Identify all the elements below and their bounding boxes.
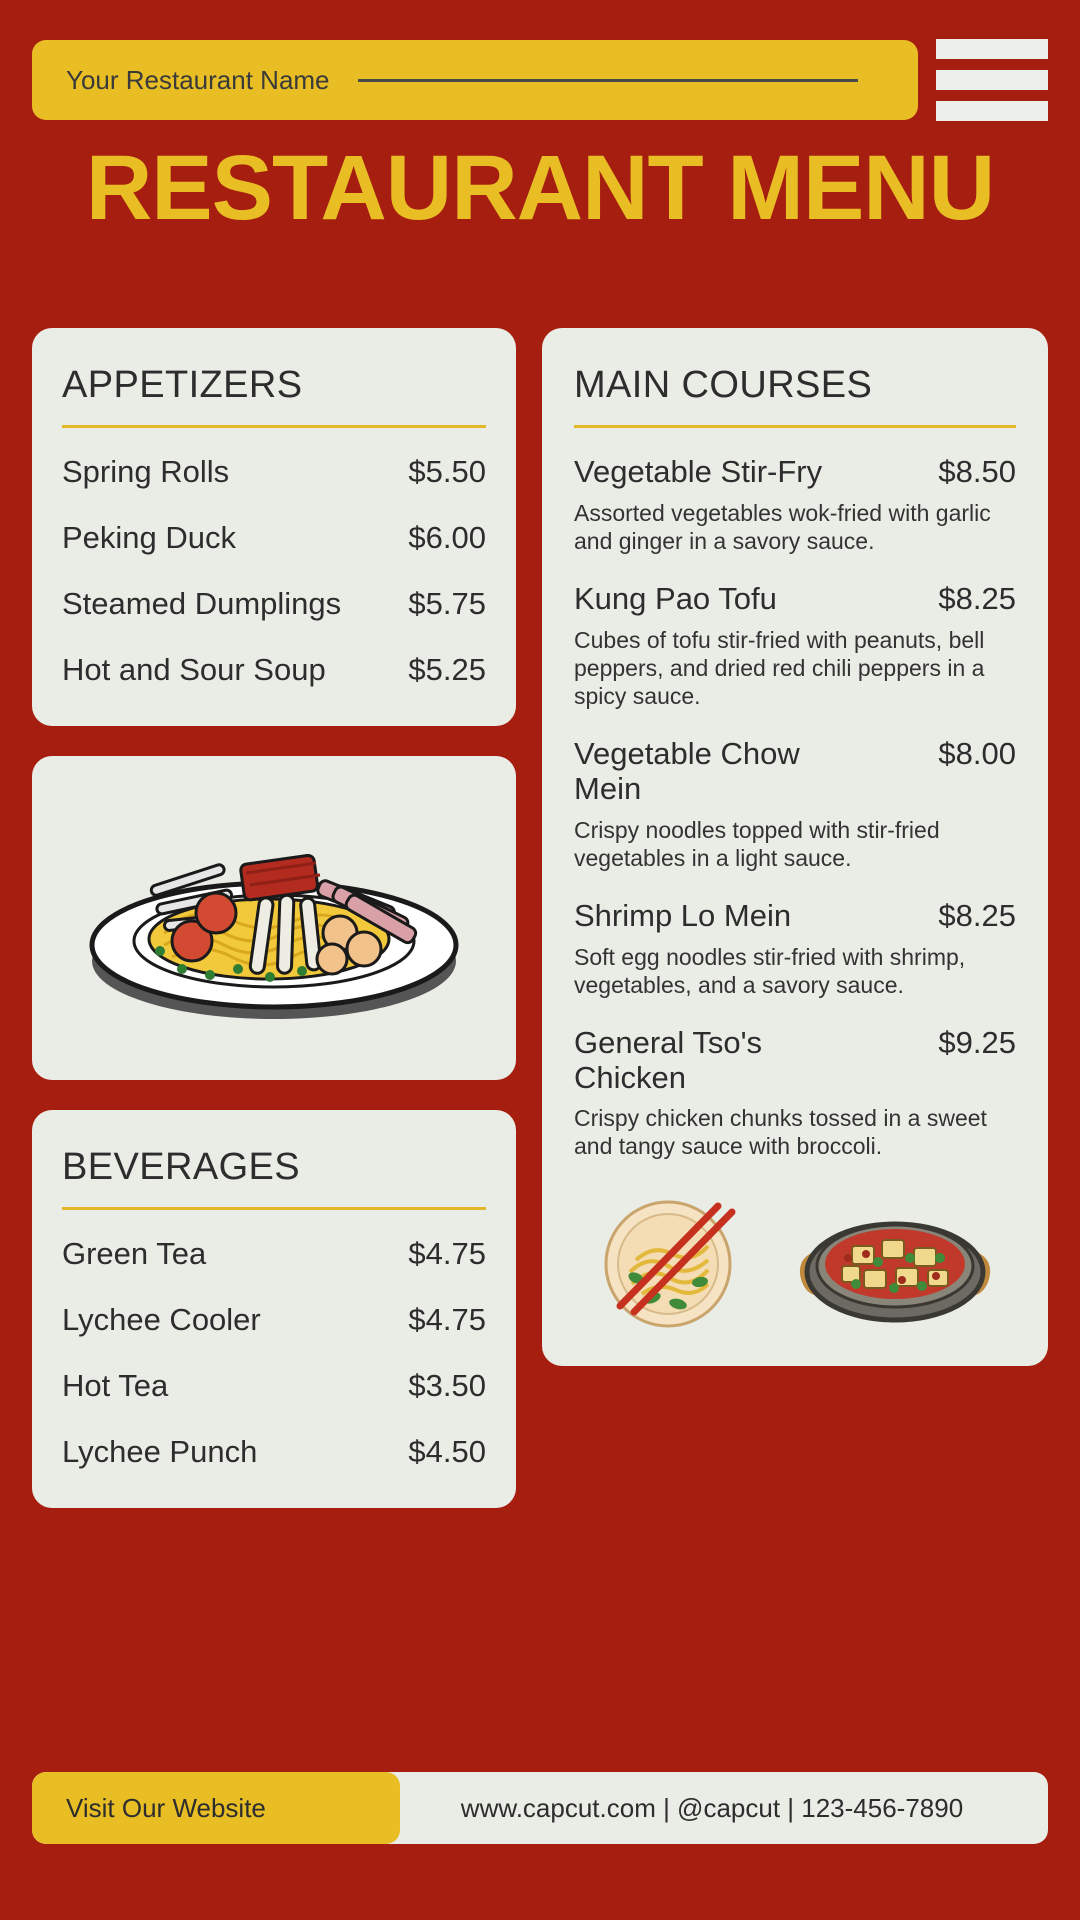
list-item[interactable] xyxy=(62,454,486,490)
hamburger-bar-2 xyxy=(936,70,1048,90)
item-name: Kung Pao Tofu xyxy=(574,581,777,617)
item-description: Cubes of tofu stir-fried with peanuts, bell peppers, and dried red chili peppers in a spicy sauce. xyxy=(574,627,985,710)
item-price: $4.75 xyxy=(408,1302,486,1337)
item-name: Lychee Cooler xyxy=(62,1302,261,1337)
item-description: Soft egg noodles stir-fried with shrimp, vegetables, and a savory sauce. xyxy=(574,943,966,998)
list-item[interactable] xyxy=(62,1368,486,1404)
item-price: $5.75 xyxy=(408,586,486,621)
item-description: Crispy noodles topped with stir-fried vegetables in a light sauce. xyxy=(574,816,940,871)
list-item[interactable] xyxy=(574,1025,1016,1161)
item-price: $5.25 xyxy=(408,652,486,687)
hamburger-menu-icon[interactable] xyxy=(936,39,1048,121)
beverages-divider xyxy=(62,1207,486,1210)
item-price: $9.25 xyxy=(938,1024,1016,1060)
noodle-bowl-chopsticks-illustration xyxy=(590,1186,760,1336)
item-name: Vegetable Chow Mein xyxy=(574,736,800,806)
list-item[interactable] xyxy=(62,652,486,688)
item-price: $4.50 xyxy=(408,1434,486,1469)
beverages-card xyxy=(32,1110,516,1508)
item-name: Peking Duck xyxy=(62,520,237,555)
visit-website-button[interactable]: Visit Our Website xyxy=(32,1772,400,1844)
appetizers-heading: APPETIZERS xyxy=(62,364,303,406)
page-title: RESTAURANT MENU xyxy=(85,137,995,239)
item-description: Crispy chicken chunks tossed in a sweet and tangy sauce with broccoli. xyxy=(574,1105,987,1160)
menu-columns xyxy=(32,328,1048,1508)
list-item[interactable] xyxy=(62,1434,486,1470)
item-price: $5.50 xyxy=(408,454,486,489)
right-column xyxy=(542,328,1048,1366)
hamburger-bar-1 xyxy=(936,39,1048,59)
main-courses-divider xyxy=(574,425,1016,428)
item-name: Vegetable Stir-Fry xyxy=(574,454,823,489)
list-item[interactable] xyxy=(62,520,486,556)
list-item[interactable] xyxy=(574,736,1016,872)
item-name: Shrimp Lo Mein xyxy=(574,897,792,933)
list-item[interactable] xyxy=(62,1236,486,1272)
appetizers-card xyxy=(32,328,516,726)
restaurant-name: Your Restaurant Name xyxy=(66,64,330,95)
item-name: Hot Tea xyxy=(62,1368,169,1403)
hamburger-bar-3 xyxy=(936,101,1048,121)
list-item[interactable] xyxy=(574,898,1016,999)
item-price: $8.50 xyxy=(938,454,1016,489)
appetizers-divider xyxy=(62,425,486,428)
item-price: $4.75 xyxy=(408,1236,486,1271)
contact-info: www.capcut.com | @capcut | 123-456-7890 xyxy=(460,1792,964,1823)
list-item[interactable] xyxy=(62,586,486,622)
item-name: Green Tea xyxy=(62,1236,207,1271)
item-price: $8.00 xyxy=(938,736,1016,772)
item-description: Assorted vegetables wok-fried with garlic and ginger in a savory sauce. xyxy=(574,500,991,555)
item-name: General Tso's Chicken xyxy=(574,1024,762,1095)
list-item[interactable] xyxy=(62,1302,486,1338)
left-column xyxy=(32,328,516,1508)
beverages-heading: BEVERAGES xyxy=(62,1146,301,1188)
main-courses-heading: MAIN COURSES xyxy=(574,364,873,406)
name-divider xyxy=(358,79,858,82)
food-illustrations xyxy=(574,1186,1016,1336)
item-price: $8.25 xyxy=(938,581,1016,617)
item-name: Lychee Punch xyxy=(62,1434,258,1469)
main-courses-card xyxy=(542,328,1048,1366)
noodle-plate-illustration xyxy=(32,756,516,1080)
item-name: Spring Rolls xyxy=(62,454,230,489)
footer xyxy=(32,1772,1048,1844)
restaurant-name-bar[interactable] xyxy=(32,40,918,120)
list-item[interactable] xyxy=(574,454,1016,555)
list-item[interactable] xyxy=(574,581,1016,710)
noodle-plate-svg xyxy=(64,793,484,1043)
item-price: $3.50 xyxy=(408,1368,486,1403)
item-price: $6.00 xyxy=(408,520,486,555)
header xyxy=(32,40,1048,120)
item-price: $8.25 xyxy=(938,897,1016,933)
tofu-pan-illustration xyxy=(790,1186,1000,1336)
item-name: Steamed Dumplings xyxy=(62,586,342,621)
item-name: Hot and Sour Soup xyxy=(62,652,326,687)
